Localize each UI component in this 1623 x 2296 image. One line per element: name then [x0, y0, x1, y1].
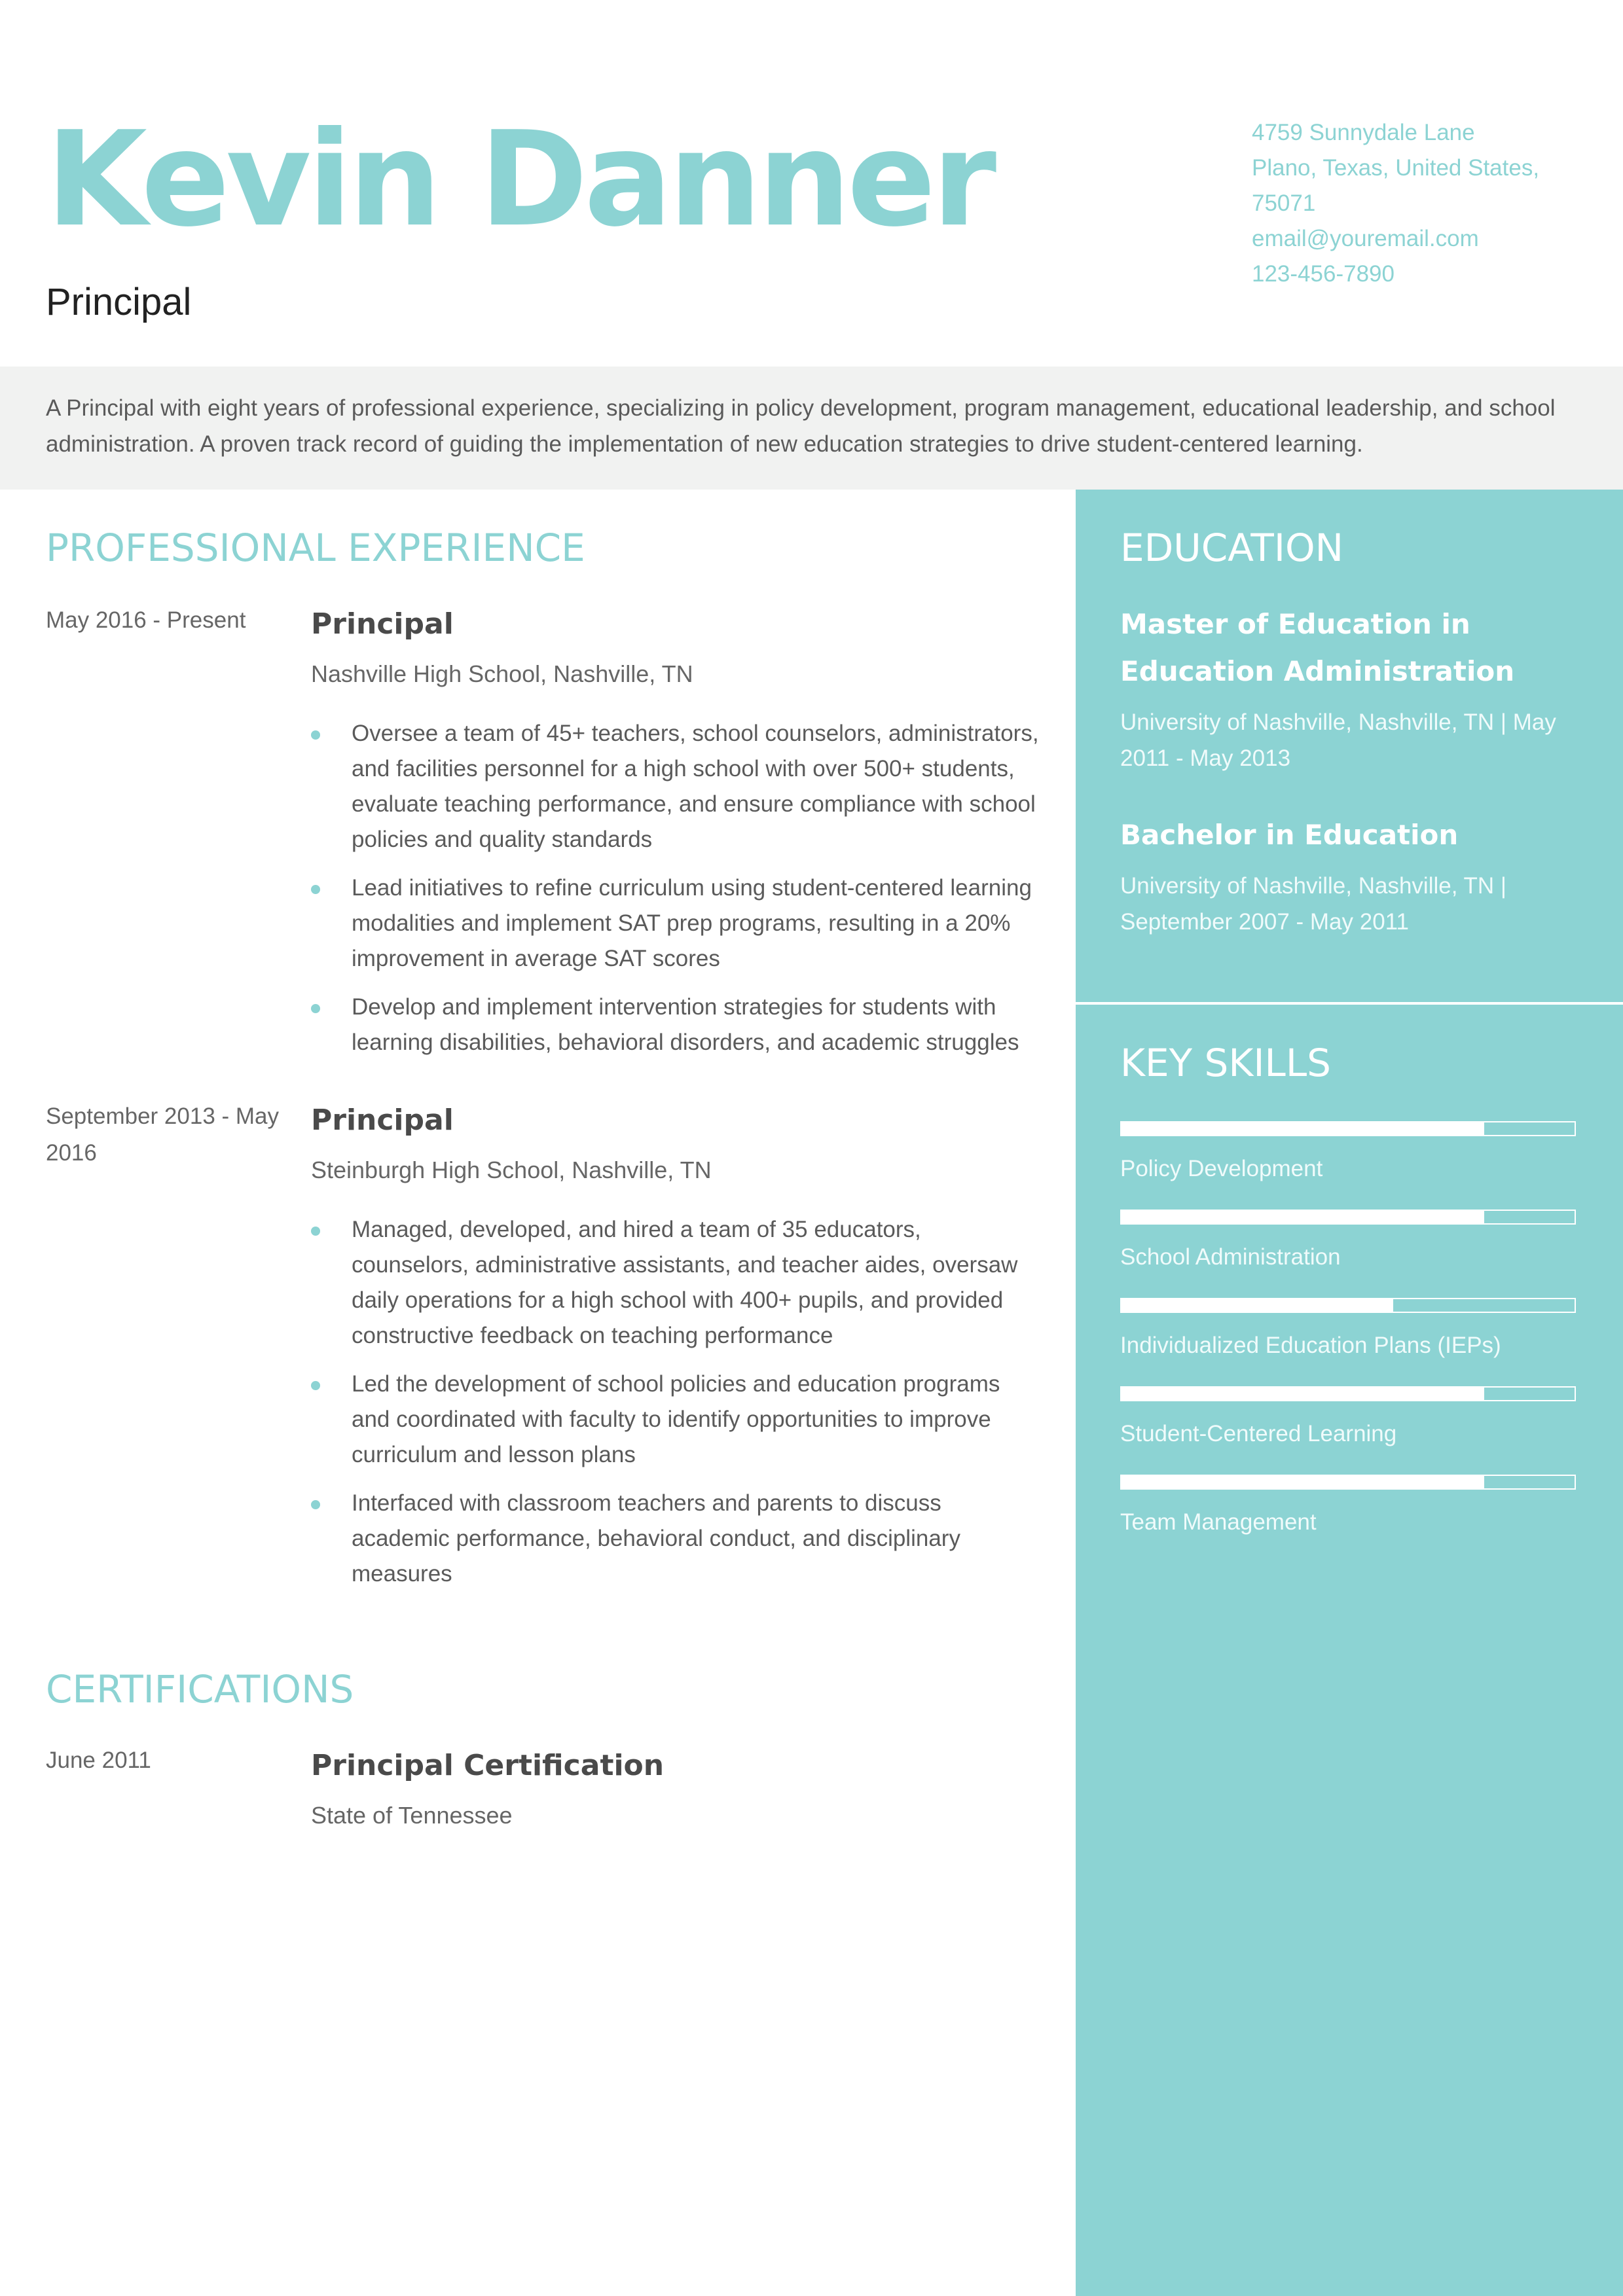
cert-name: Principal Certification: [311, 1749, 665, 1782]
contact-city: Plano, Texas, United States,: [1252, 155, 1540, 181]
skill-level-fill: [1122, 1299, 1393, 1312]
skill-item: [1120, 1210, 1576, 1268]
contact-phone: 123-456-7890: [1252, 261, 1395, 287]
bullet-dot-icon: [311, 1381, 320, 1390]
skill-label: Team Management: [1120, 1509, 1317, 1535]
skill-item: [1120, 1386, 1576, 1445]
skill-level-fill: [1122, 1388, 1484, 1400]
skill-item: [1120, 1475, 1576, 1534]
skill-item: [1120, 1121, 1576, 1180]
contact-block: [1252, 115, 1566, 292]
bullet-dot-icon: [311, 1004, 320, 1013]
job-bullet: [311, 990, 1044, 1060]
cert-date: June 2011: [46, 1748, 151, 1773]
cert-issuer: State of Tennessee: [311, 1802, 513, 1829]
contact-zip: 75071: [1252, 190, 1316, 216]
education-heading: EDUCATION: [1120, 526, 1344, 570]
edu-degree: Bachelor in Education: [1120, 819, 1459, 851]
job-company: Steinburgh High School, Nashville, TN: [311, 1157, 712, 1183]
bullet-dot-icon: [311, 1227, 320, 1236]
bullet-text: Managed, developed, and hired a team of 35 educators, counselors, administrative assistants, and teacher aides, oversaw daily operations for a high school with 400+ pupils, and provided constructive feedback on teaching performance: [352, 1217, 1018, 1348]
job-bullet: [311, 870, 1044, 977]
job-bullet: [311, 1212, 1044, 1354]
skill-level-fill: [1122, 1476, 1484, 1488]
skill-level-bar: [1120, 1210, 1576, 1225]
job-bullets: [311, 1212, 1044, 1605]
job-bullet: [311, 716, 1044, 857]
bullet-text: Develop and implement intervention strategies for students with learning disabilities, behavioral disorders, and academic struggles: [352, 994, 1019, 1055]
edu-degree: Master of Education in Education Administration: [1120, 608, 1515, 687]
sidebar-divider: [1076, 1002, 1623, 1005]
certifications-heading: CERTIFICATIONS: [46, 1667, 354, 1712]
bullet-dot-icon: [311, 885, 320, 894]
job-dates: May 2016 - Present: [46, 607, 246, 633]
skill-label: Student-Centered Learning: [1120, 1421, 1397, 1446]
edu-school: University of Nashville, Nashville, TN | September 2007 - May 2011: [1120, 873, 1507, 935]
job-company: Nashville High School, Nashville, TN: [311, 660, 693, 687]
job-bullet: [311, 1486, 1044, 1592]
contact-street: 4759 Sunnydale Lane: [1252, 120, 1475, 145]
skill-label: Policy Development: [1120, 1156, 1323, 1181]
candidate-name: Kevin Danner: [46, 103, 993, 256]
bullet-dot-icon: [311, 730, 320, 740]
job-bullets: [311, 716, 1044, 1073]
skill-level-bar: [1120, 1386, 1576, 1401]
job-dates: September 2013 - May 2016: [46, 1103, 280, 1166]
skill-level-fill: [1122, 1211, 1484, 1223]
experience-heading: PROFESSIONAL EXPERIENCE: [46, 526, 585, 570]
skill-level-bar: [1120, 1121, 1576, 1136]
job-title: Principal: [311, 1103, 454, 1137]
skill-label: School Administration: [1120, 1244, 1341, 1270]
job-bullet: [311, 1367, 1044, 1473]
bullet-text: Interfaced with classroom teachers and parents to discuss academic performance, behavioral conduct, and disciplinary measures: [352, 1490, 960, 1587]
summary-text: A Principal with eight years of professional experience, specializing in policy development, program management, educational leadership, and school administration. A proven track record of guiding the implementation of new education strategies to drive student-centered learning.: [46, 395, 1556, 457]
contact-email[interactable]: email@youremail.com: [1252, 226, 1479, 251]
skill-level-bar: [1120, 1298, 1576, 1313]
skill-level-fill: [1122, 1122, 1484, 1135]
skill-label: Individualized Education Plans (IEPs): [1120, 1333, 1501, 1358]
bullet-text: Lead initiatives to refine curriculum using student-centered learning modalities and implement SAT prep programs, resulting in a 20% improvement in average SAT scores: [352, 875, 1032, 971]
candidate-role: Principal: [46, 281, 192, 323]
skill-item: [1120, 1298, 1576, 1357]
skill-level-bar: [1120, 1475, 1576, 1490]
bullet-text: Oversee a team of 45+ teachers, school counselors, administrators, and facilities personnel for a high school with over 500+ students, evaluate teaching performance, and ensure compliance with school policies and quality standards: [352, 721, 1039, 852]
bullet-dot-icon: [311, 1500, 320, 1509]
job-title: Principal: [311, 607, 454, 641]
bullet-text: Led the development of school policies and education programs and coordinated with faculty to identify opportunities to improve curriculum and lesson plans: [352, 1371, 1000, 1467]
skills-heading: KEY SKILLS: [1120, 1041, 1331, 1085]
edu-school: University of Nashville, Nashville, TN | May 2011 - May 2013: [1120, 709, 1556, 771]
